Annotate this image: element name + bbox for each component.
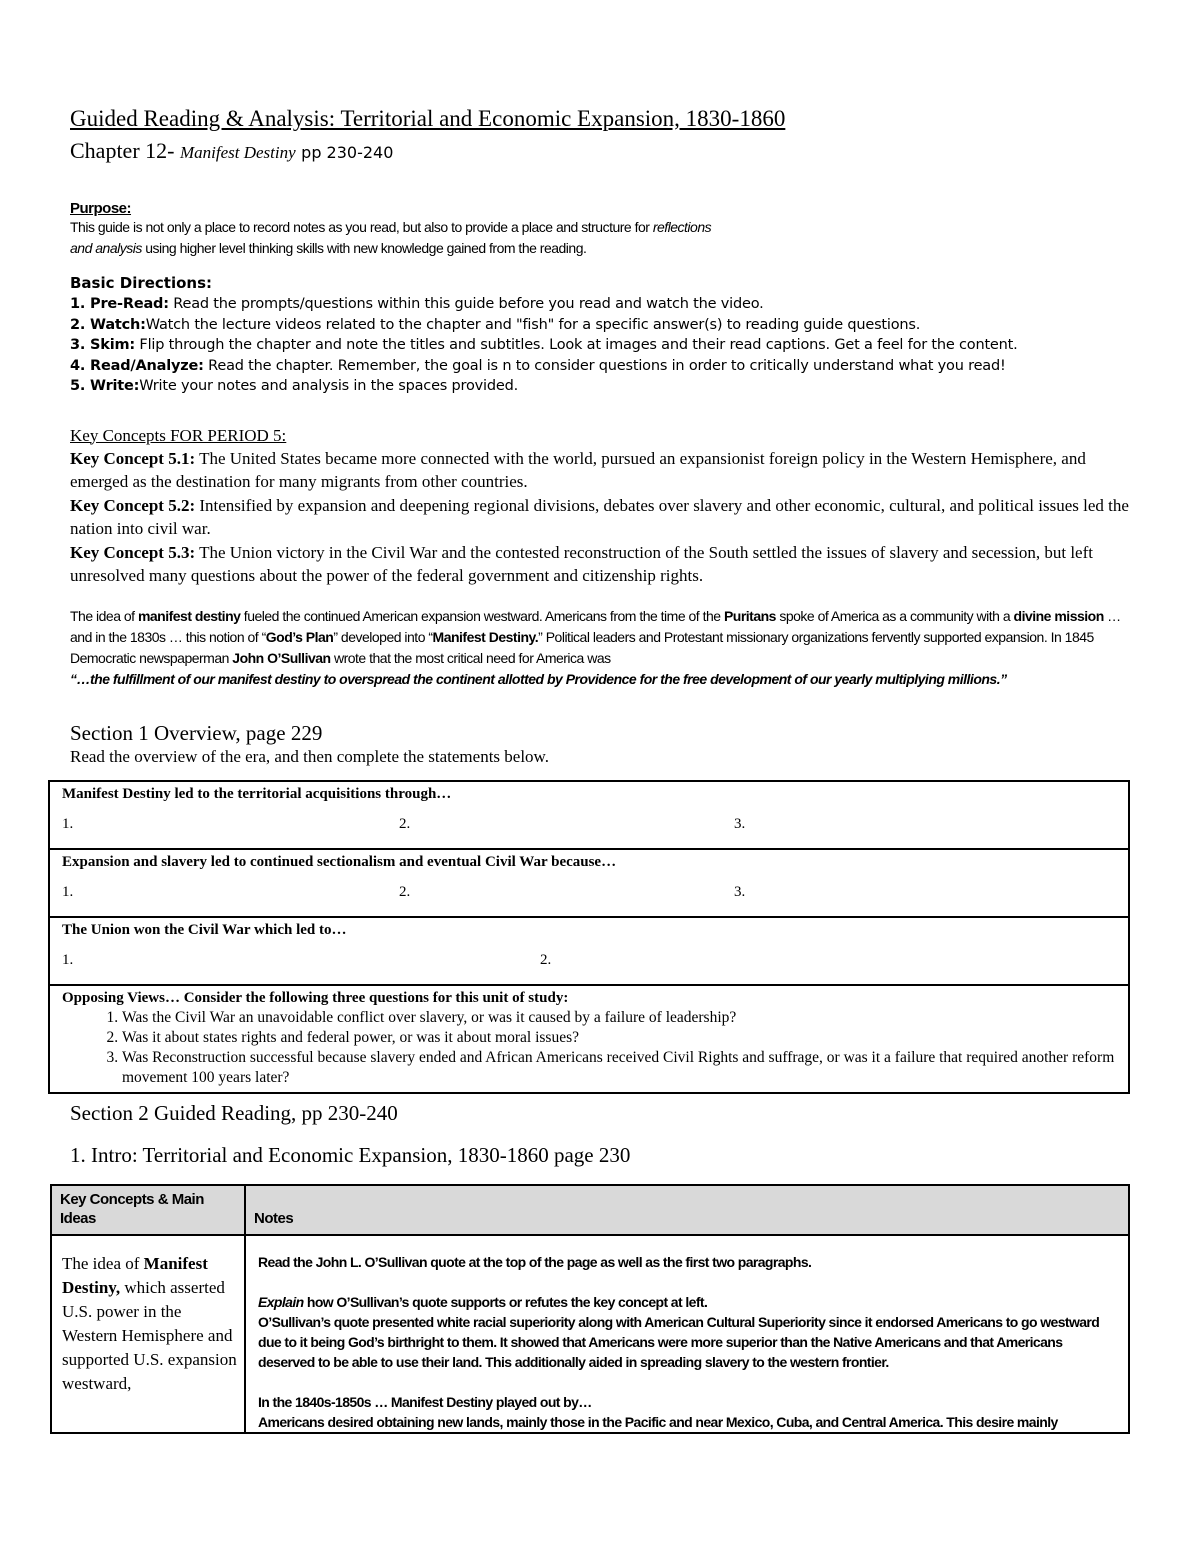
table-row: [51, 1235, 1129, 1433]
overview-cell[interactable]: Expansion and slavery led to continued sectionalism and eventual Civil War because… 1. 2. 3.: [49, 849, 1129, 917]
direction-item: 1. Pre-Read: Read the prompts/questions within this guide before you read and watch the video.: [70, 296, 764, 312]
column-header-key-concepts: Key Concepts & Main Ideas: [51, 1185, 245, 1235]
note-answer: Americans desired obtaining new lands, mainly those in the Pacific and near Mexico, Cuba, and Central America. This desire mainly: [258, 1413, 1058, 1430]
directions-heading: Basic Directions:: [70, 274, 213, 292]
opposing-views-heading: Opposing Views… Consider the following three questions for this unit of study:: [62, 989, 569, 1006]
intro-heading: 1. Intro: Territorial and Economic Expansion, 1830-1860 page 230: [70, 1142, 631, 1167]
manifest-destiny-paragraph: The idea of manifest destiny fueled the continued American expansion westward. Americans from the time of the Puritans spoke of America as a community with a divine mission … and in the 1830s … this notion of “God’s Plan” developed into “Manifest Destiny.” Political leaders and Protestant missionary organizations fervently supported expansion. In 1845 Democratic newspaperman John O’Sullivan wrote that the most critical need for America was “…the fulfillment of our manifest destiny to overspread the continent allotted by Providence for the free development of our yearly multiplying millions.”: [70, 607, 1121, 687]
opposing-views-list: [62, 1008, 1116, 1088]
overview-prompt: The Union won the Civil War which led to…: [62, 921, 347, 938]
table-row: [49, 781, 1129, 849]
list-item: 3. Was Reconstruction successful because slavery ended and African Americans received Civil Rights and suffrage, or was it a failure that required another reform movement 100 years later?: [122, 1048, 1116, 1088]
direction-item: 3. Skim: Flip through the chapter and note the titles and subtitles. Look at images and their read captions. Get a feel for the content.: [70, 337, 1018, 353]
chapter-heading: Chapter 12- Manifest Destiny pp 230-240: [70, 138, 394, 163]
key-concepts-heading: Key Concepts FOR PERIOD 5:: [70, 425, 287, 445]
overview-cell[interactable]: Manifest Destiny led to the territorial acquisitions through… 1. 2. 3.: [49, 781, 1129, 849]
note-prompt: Explain how O’Sullivan’s quote supports or refutes the key concept at left.: [258, 1293, 708, 1310]
overview-cell[interactable]: The Union won the Civil War which led to… 1. 2.: [49, 917, 1129, 985]
key-concept-item: Key Concept 5.1: The United States became more connected with the world, pursued an expansionist foreign policy in the Western Hemisphere, and emerged as the destination for many migrants from other countries.: [70, 448, 1086, 491]
table-row: [49, 917, 1129, 985]
table-row: [49, 985, 1129, 1093]
direction-item: 2. Watch:Watch the lecture videos related to the chapter and "fish" for a specific answer(s) to reading guide questions.: [70, 316, 921, 333]
opposing-views-cell: [49, 985, 1129, 1093]
table-row: [49, 849, 1129, 917]
section-1-heading: Section 1 Overview, page 229: [70, 720, 323, 745]
purpose-heading: Purpose:: [70, 200, 132, 217]
chapter-subtitle: Manifest Destiny: [179, 143, 296, 162]
overview-prompt: Expansion and slavery led to continued sectionalism and eventual Civil War because…: [62, 853, 617, 870]
overview-prompt: Manifest Destiny led to the territorial acquisitions through…: [62, 785, 452, 802]
document-title: Guided Reading & Analysis: Territorial and Economic Expansion, 1830-1860: [70, 106, 786, 131]
key-concept-item: Key Concept 5.3: The Union victory in the Civil War and the contested reconstruction of the South settled the issues of slavery and secession, but left unresolved many questions about the power of the federal government and citizenship rights.: [70, 542, 1093, 585]
note-answer: O’Sullivan’s quote presented white racial superiority along with American Cultural Superiority since it endorsed Americans to go westward due to it being God’s birthright to them. It showed that Americans were more superior than the Native Americans and that Americans deserved to be able to use their land. This additionally aided in spreading slavery to the western frontier.: [258, 1313, 1100, 1370]
section-2-heading: Section 2 Guided Reading, pp 230-240: [70, 1100, 398, 1125]
key-concept-cell: The idea of Manifest Destiny, which asserted U.S. power in the Western Hemisphere and supported U.S. expansion westward,: [51, 1235, 245, 1433]
purpose-text: This guide is not only a place to record notes as you read, but also to provide a place and structure for reflections and analysis using higher level thinking skills with new knowledge gained from the reading.: [70, 219, 712, 256]
key-concept-item: Key Concept 5.2: Intensified by expansion and deepening regional divisions, debates over slavery and other economic, cultural, and political issues led the nation into civil war.: [70, 495, 1129, 538]
list-item: 1. Was the Civil War an unavoidable conflict over slavery, or was it caused by a failure of leadership?: [122, 1008, 1116, 1028]
document-page: [60, 104, 1132, 1434]
directions-list: [70, 294, 1132, 397]
chapter-pages: pp 230-240: [301, 143, 394, 162]
column-header-notes: Notes: [245, 1185, 1129, 1235]
list-item: 2. Was it about states rights and federal power, or was it about moral issues?: [122, 1028, 1116, 1048]
guided-reading-table: [50, 1184, 1130, 1434]
chapter-number: Chapter 12: [70, 138, 168, 163]
section-1-instructions: Read the overview of the era, and then complete the statements below.: [70, 746, 549, 766]
table-header-row: [51, 1185, 1129, 1235]
direction-item: 5. Write:Write your notes and analysis in the spaces provided.: [70, 378, 519, 394]
osullivan-quote: “…the fulfillment of our manifest destiny to overspread the continent allotted by Providence for the free development of our yearly multiplying millions.”: [70, 670, 1007, 687]
overview-table: [48, 780, 1130, 1094]
note-prompt: Read the John L. O’Sullivan quote at the top of the page as well as the first two paragraphs.: [258, 1253, 812, 1270]
notes-cell[interactable]: [245, 1235, 1129, 1433]
direction-item: 4. Read/Analyze: Read the chapter. Remember, the goal is n to consider questions in order to critically understand what you read!: [70, 357, 1006, 374]
note-prompt: In the 1840s-1850s … Manifest Destiny played out by…: [258, 1393, 592, 1410]
